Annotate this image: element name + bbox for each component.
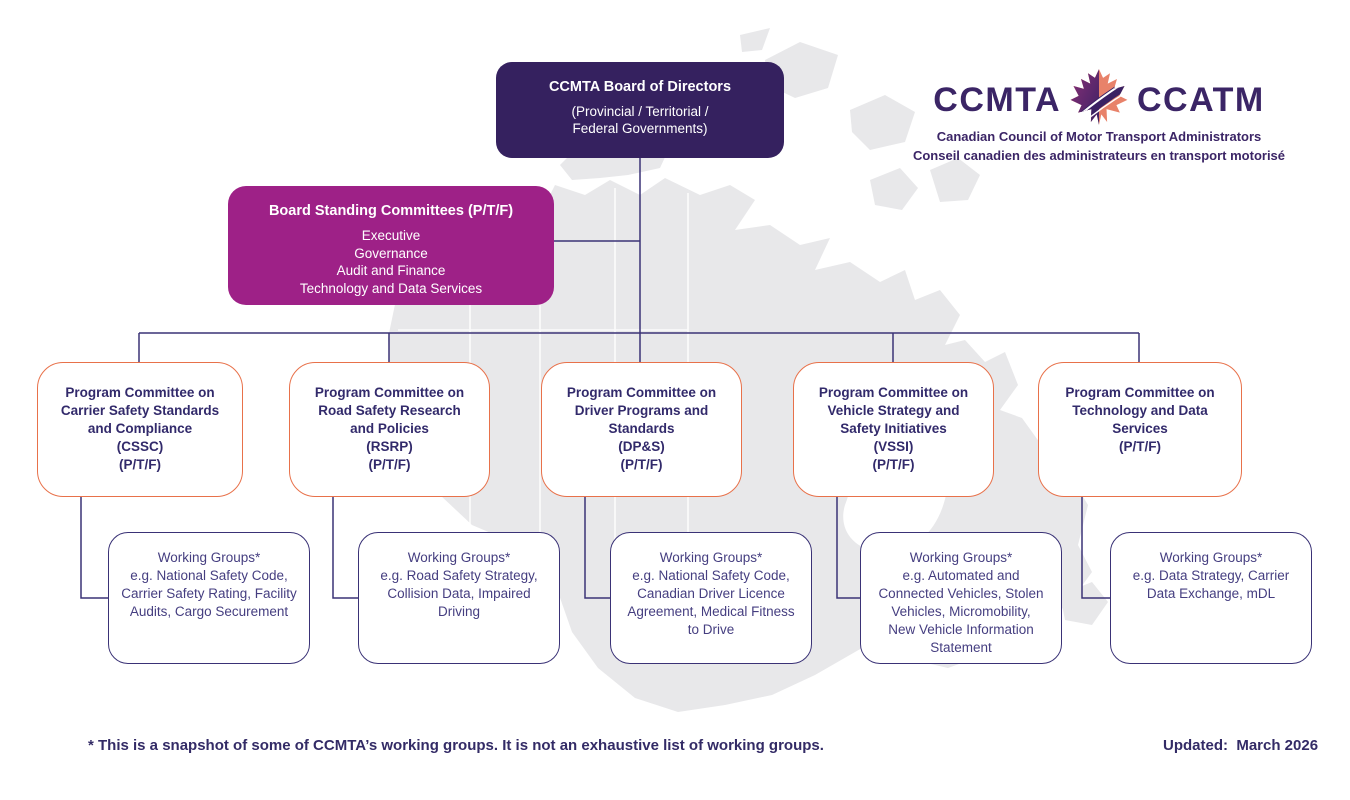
working-groups-tds-box <box>1110 532 1312 664</box>
working-groups-rsrp-box <box>358 532 560 664</box>
program-committee-dps-label: Program Committee on Driver Programs and Standards (DP&S) (P/T/F) <box>566 385 717 472</box>
updated-date: Updated: March 2026 <box>1163 737 1319 754</box>
ccmta-logo-row <box>893 74 1305 126</box>
working-groups-rsrp-label: Working Groups* e.g. Road Safety Strategy, Collision Data, Impaired Driving <box>380 550 538 619</box>
logo-tagline-french: Conseil canadien des administrateurs en transport motorisé <box>912 148 1286 164</box>
ccmta-wordmark: CCMTA <box>933 81 1061 119</box>
program-committee-vssi-label: Program Committee on Vehicle Strategy and Safety Initiatives (VSSI) (P/T/F) <box>818 385 969 472</box>
logo-tagline-english: Canadian Council of Motor Transport Administrators <box>936 129 1262 144</box>
working-groups-dps-label: Working Groups* e.g. National Safety Code, Canadian Driver Licence Agreement, Medical Fitness to Drive <box>627 550 795 637</box>
standing-committees-title: Board Standing Committees (P/T/F) <box>268 203 514 219</box>
working-groups-tds-label: Working Groups* e.g. Data Strategy, Carrier Data Exchange, mDL <box>1132 550 1290 601</box>
program-committee-cssc-box <box>37 362 243 497</box>
standing-committees-box <box>228 186 554 305</box>
board-subtitle: (Provincial / Territorial / Federal Governments) <box>571 104 709 137</box>
board-title: CCMTA Board of Directors <box>548 79 732 95</box>
working-groups-cssc-box <box>108 532 310 664</box>
standing-committees-list: Executive Governance Audit and Finance Technology and Data Services <box>299 228 483 296</box>
program-committee-dps-box <box>541 362 742 497</box>
ccatm-wordmark: CCATM <box>1137 81 1265 119</box>
board-of-directors-box <box>496 62 784 158</box>
working-groups-dps-box <box>610 532 812 664</box>
working-groups-cssc-label: Working Groups* e.g. National Safety Code, Carrier Safety Rating, Facility Audits, Cargo Securement <box>121 550 297 619</box>
program-committee-tds-box <box>1038 362 1242 497</box>
program-committee-rsrp-label: Program Committee on Road Safety Research and Policies (RSRP) (P/T/F) <box>314 385 465 472</box>
ccmta-logo <box>893 74 1305 165</box>
maple-leaf-road-icon <box>1068 68 1130 126</box>
program-committee-tds-label: Program Committee on Technology and Data Services (P/T/F) <box>1065 385 1215 454</box>
working-groups-footnote: * This is a snapshot of some of CCMTA’s working groups. It is not an exhaustive list of working groups. <box>88 737 824 754</box>
program-committee-vssi-box <box>793 362 994 497</box>
program-committee-cssc-label: Program Committee on Carrier Safety Standards and Compliance (CSSC) (P/T/F) <box>60 385 220 472</box>
program-committee-rsrp-box <box>289 362 490 497</box>
working-groups-vssi-box <box>860 532 1062 664</box>
working-groups-vssi-label: Working Groups* e.g. Automated and Connected Vehicles, Stolen Vehicles, Micromobility, New Vehicle Information Statement <box>878 550 1044 655</box>
